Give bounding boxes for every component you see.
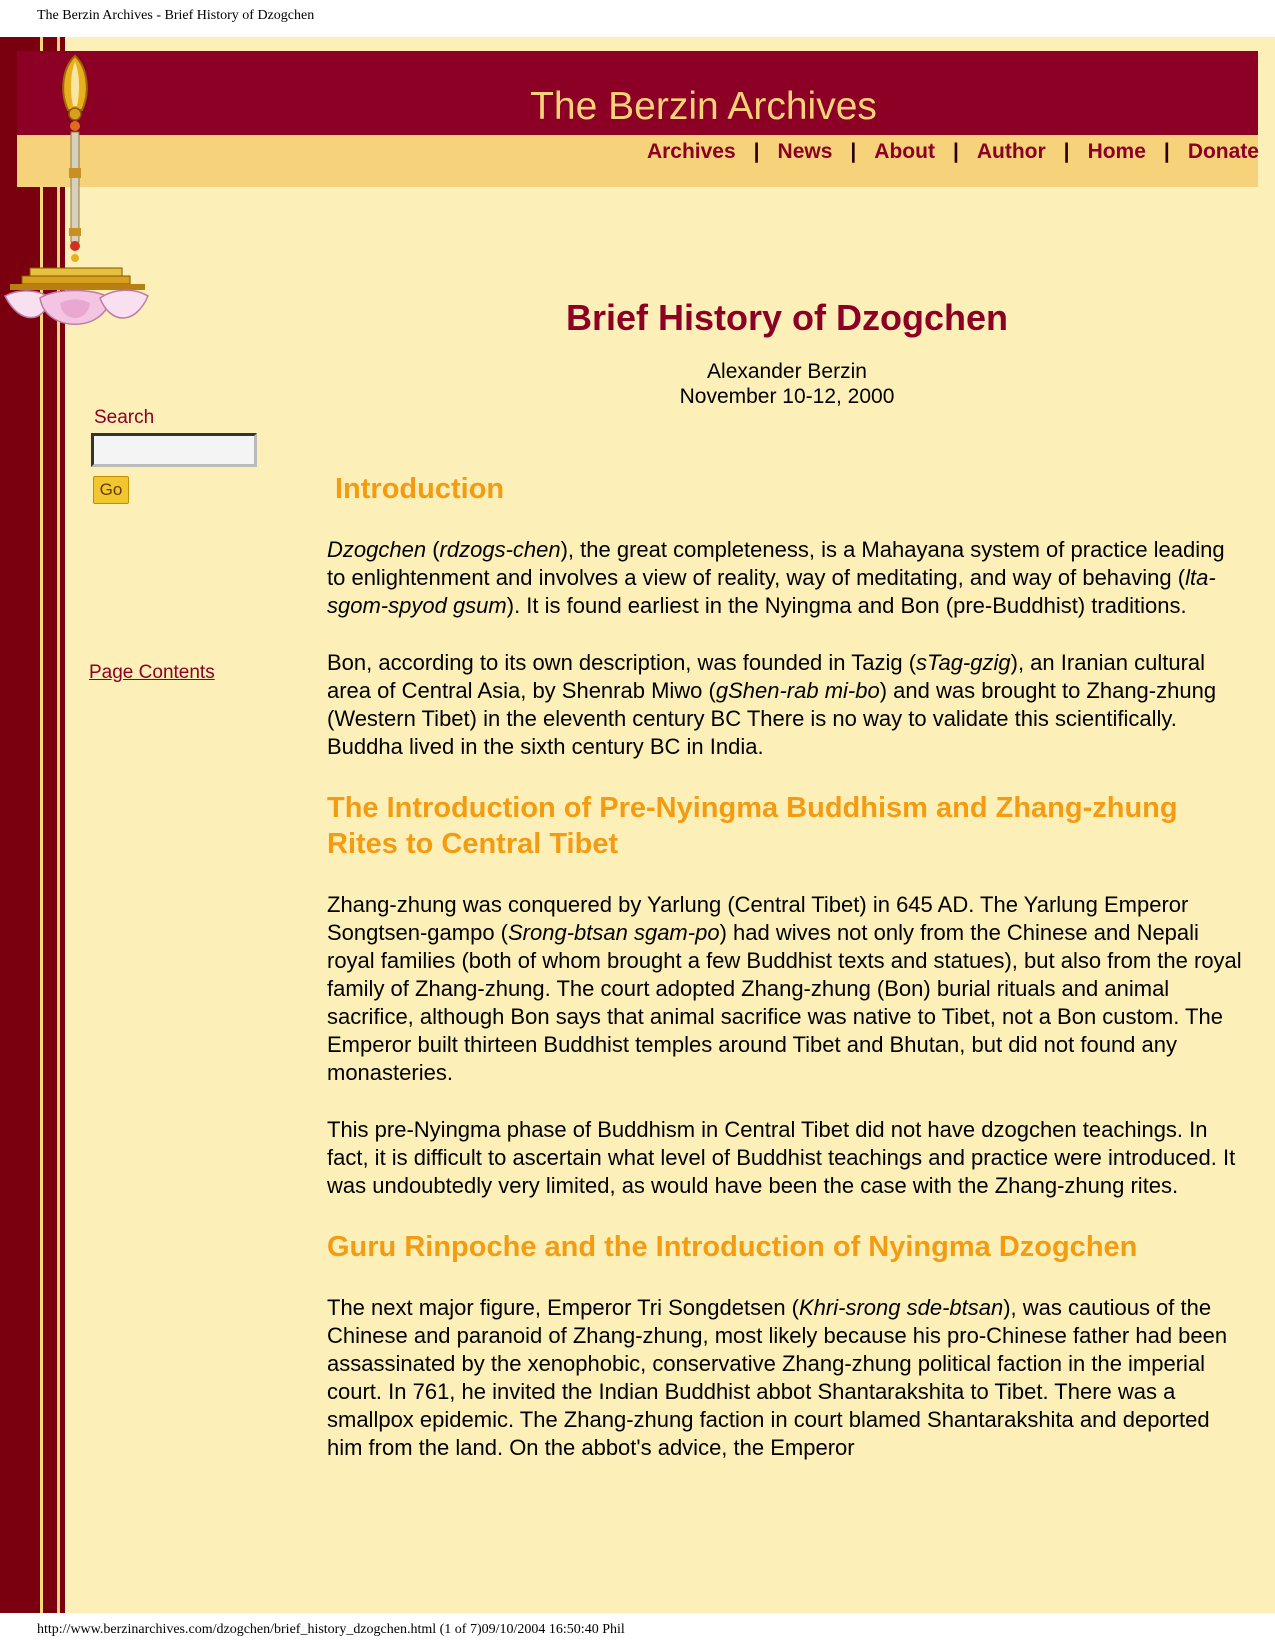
- nav-separator: |: [952, 140, 959, 163]
- nav-separator: |: [1163, 140, 1170, 163]
- main-nav: [647, 140, 1259, 164]
- section-heading: Introduction: [335, 473, 505, 505]
- text-run: Bon, according to its own description, was founded in Tazig (: [327, 650, 917, 675]
- text-run: ), the great completeness, is a Mahayana system of practice leading to enlightenment and involves a view of reality, way of meditating, and way of behaving (: [327, 537, 1225, 590]
- text-run: This pre-Nyingma phase of Buddhism in Central Tibet did not have dzogchen teachings. In fact, it is difficult to ascertain what level of Buddhist teachings and practice were introduced. It was undoubtedly very limited, as would have been the case with the Zhang-zhung rites.: [327, 1117, 1236, 1198]
- article-meta: [327, 359, 1247, 409]
- nav-link-donate[interactable]: Donate: [1187, 140, 1259, 163]
- nav-separator: |: [850, 140, 857, 163]
- print-header: The Berzin Archives - Brief History of Dzogchen: [37, 8, 315, 23]
- site-banner: [17, 51, 1258, 135]
- section-heading: Guru Rinpoche and the Introduction of Nyingma Dzogchen: [327, 1231, 1138, 1263]
- tibetan-term: Khri-srong sde-btsan: [799, 1295, 1004, 1320]
- search-label: Search: [94, 407, 155, 428]
- author: Alexander Berzin: [707, 360, 867, 383]
- nav-separator: |: [1063, 140, 1070, 163]
- date: November 10-12, 2000: [679, 385, 895, 408]
- text-run: ), an Iranian cultural area of Central Asia, by Shenrab Miwo (: [327, 650, 1206, 703]
- site-title: The Berzin Archives: [530, 85, 877, 128]
- text-run: ) had wives not only from the Chinese and Nepali royal families (both of whom brought a few Buddhist texts and statues), but also from the royal family of Zhang-zhung. The court adopted Zhang-zhung (Bon) burial rituals and animal sacrifice, although Bon says that animal sacrifice was native to Tibet, not a Bon custom. The Emperor built thirteen Buddhist temples around Tibet and Bhutan, but did not found any monasteries.: [327, 920, 1242, 1085]
- text-run: ) and was brought to Zhang-zhung (Western Tibet) in the eleventh century BC There is no way to validate this scientifically. Buddha lived in the sixth century BC in India.: [327, 678, 1217, 759]
- paragraph: [327, 1116, 1247, 1200]
- paragraph: [327, 649, 1247, 761]
- tibetan-term: gShen-rab mi-bo: [715, 678, 880, 703]
- nav-separator: |: [753, 140, 760, 163]
- page-title: Brief History of Dzogchen: [565, 297, 1009, 338]
- page-body: [0, 37, 1275, 1613]
- article: [327, 297, 1247, 1462]
- nav-link-news[interactable]: News: [777, 140, 833, 163]
- nav-link-about[interactable]: About: [874, 140, 935, 163]
- tibetan-term: Dzogchen: [327, 537, 427, 562]
- tibetan-term: rdzogs-chen: [439, 537, 561, 562]
- vajra-lotus-icon: [0, 48, 155, 338]
- go-button[interactable]: Go: [93, 476, 129, 504]
- text-run: The next major figure, Emperor Tri Songdetsen (: [327, 1295, 799, 1320]
- text-run: Zhang-zhung was conquered by Yarlung (Central Tibet) in 645 AD. The Yarlung Emperor Songtsen-gampo (: [327, 892, 1189, 945]
- paragraph: [327, 891, 1247, 1087]
- page-contents-link[interactable]: Page Contents: [89, 662, 215, 683]
- section-heading: The Introduction of Pre-Nyingma Buddhism and Zhang-zhung Rites to Central Tibet: [327, 792, 1178, 860]
- nav-link-archives[interactable]: Archives: [646, 140, 736, 163]
- text-run: ). It is found earliest in the Nyingma and Bon (pre-Buddhist) traditions.: [506, 593, 1187, 618]
- tibetan-term: Srong-btsan sgam-po: [508, 920, 720, 945]
- text-run: (: [426, 537, 440, 562]
- tibetan-term: lta-sgom-spyod gsum: [327, 565, 1216, 618]
- nav-link-author[interactable]: Author: [976, 140, 1046, 163]
- print-footer: http://www.berzinarchives.com/dzogchen/brief_history_dzogchen.html (1 of 7)09/10/2004 16:50:40 Phil: [37, 1622, 625, 1637]
- paragraph: [327, 536, 1247, 620]
- nav-link-home[interactable]: Home: [1087, 140, 1146, 163]
- search-input[interactable]: [91, 433, 257, 467]
- paragraph: [327, 1294, 1247, 1462]
- tibetan-term: sTag-gzig: [916, 650, 1011, 675]
- text-run: ), was cautious of the Chinese and paranoid of Zhang-zhung, most likely because his pro-Chinese father had been assassinated by the xenophobic, conservative Zhang-zhung political faction in the imperial court. In 761, he invited the Indian Buddhist abbot Shantarakshita to Tibet. There was a smallpox epidemic. The Zhang-zhung faction in court blamed Shantarakshita and deported him from the land. On the abbot's advice, the Emperor: [327, 1295, 1228, 1460]
